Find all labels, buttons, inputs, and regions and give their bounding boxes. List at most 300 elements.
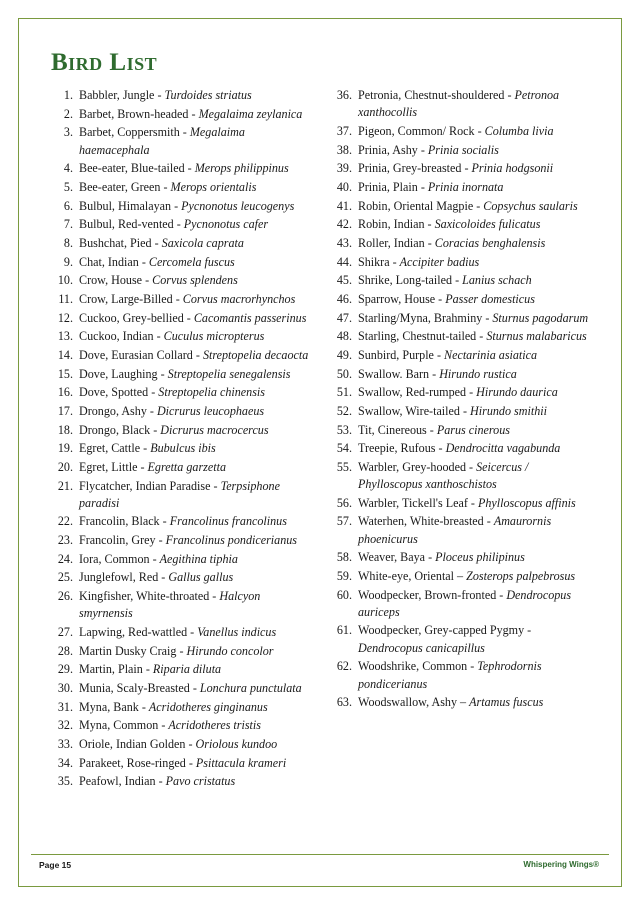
list-item — [51, 773, 314, 790]
list-item-entry — [358, 658, 593, 692]
bird-common-name: Munia, Scaly-Breasted — [79, 681, 190, 695]
bird-scientific-name: Gallus gallus — [168, 570, 234, 585]
list-item-number: 1. — [63, 88, 73, 102]
bird-common-name: Kingfisher, White-throated — [79, 589, 210, 604]
list-item-entry — [358, 384, 593, 401]
name-separator: - — [209, 589, 220, 604]
bird-common-name: Crow, Large-Billed — [79, 291, 173, 306]
bird-scientific-name: Pavo cristatus — [165, 774, 236, 789]
name-separator: - — [142, 662, 153, 677]
bird-common-name: Myna, Common — [79, 718, 159, 733]
name-separator: - — [154, 88, 165, 102]
bird-scientific-name: Bubulcus ibis — [150, 441, 216, 456]
bird-scientific-name: Streptopelia decaocta — [202, 347, 309, 362]
bird-common-name: Sunbird, Purple — [358, 347, 434, 362]
bird-scientific-name: Tephrodornis pondicerianus — [358, 659, 542, 691]
list-item-number: 53. — [336, 422, 352, 437]
list-item-number: 59. — [336, 568, 352, 583]
list-item — [51, 624, 314, 641]
document-page — [18, 18, 622, 887]
list-item — [330, 310, 593, 327]
name-separator: - — [138, 699, 149, 714]
bird-scientific-name: Turdoides striatus — [164, 88, 252, 102]
name-separator: - — [138, 254, 149, 269]
bird-scientific-name: Dicrurus leucophaeus — [156, 403, 265, 418]
list-item — [51, 384, 314, 401]
list-item-entry — [358, 123, 593, 140]
list-item-entry — [358, 160, 593, 177]
list-item-number: 5. — [63, 179, 73, 194]
list-item-entry — [358, 366, 593, 383]
bird-scientific-name: Megalaima haemacephala — [79, 125, 245, 157]
name-separator: - — [466, 459, 477, 474]
list-item — [330, 440, 593, 457]
list-item-entry — [79, 106, 314, 123]
list-item-number: 35. — [57, 774, 73, 789]
bird-scientific-name: Artamus fuscus — [469, 695, 544, 710]
bird-scientific-name: Copsychus saularis — [483, 198, 578, 213]
list-item — [51, 680, 314, 697]
list-item-entry — [358, 216, 593, 233]
list-item-number: 62. — [336, 659, 352, 674]
bird-scientific-name: Zosterops palpebrosus — [466, 568, 576, 583]
list-item-entry — [79, 347, 314, 364]
list-item-number: 54. — [336, 441, 352, 456]
list-item-number: 34. — [57, 755, 73, 770]
list-item — [330, 587, 593, 621]
name-separator: - — [459, 403, 471, 418]
bird-common-name: Barbet, Brown-headed — [79, 106, 189, 121]
name-separator: - — [504, 88, 515, 102]
list-item-number: 50. — [336, 366, 352, 381]
list-item — [51, 198, 314, 215]
list-item-number: 10. — [57, 273, 73, 288]
bird-common-name: Swallow. Barn — [358, 366, 430, 381]
name-separator: - — [148, 385, 159, 400]
bird-scientific-name: Francolinus pondicerianus — [165, 533, 297, 548]
name-separator: - — [155, 533, 166, 548]
list-item — [330, 513, 593, 547]
list-item-number: 6. — [63, 198, 73, 213]
list-item — [51, 440, 314, 457]
bird-scientific-name: Hirundo daurica — [476, 385, 558, 400]
bird-common-name: Dove, Laughing — [79, 366, 158, 381]
name-separator: - — [482, 310, 493, 325]
name-separator: - — [157, 366, 168, 381]
bird-scientific-name: Parus cinerous — [436, 422, 510, 437]
list-item-number: 15. — [57, 366, 73, 381]
column-right — [330, 87, 593, 792]
list-item-entry — [79, 254, 314, 271]
bird-scientific-name: Riparia diluta — [152, 662, 222, 677]
name-separator: - — [183, 310, 194, 325]
list-item — [51, 699, 314, 716]
bird-scientific-name: Dicrurus macrocercus — [160, 422, 269, 437]
page-inner-border — [25, 25, 615, 880]
list-item-entry — [79, 736, 314, 753]
list-item-entry — [358, 254, 593, 271]
name-separator: - — [171, 198, 182, 213]
list-item-number: 47. — [336, 310, 352, 325]
list-item — [330, 328, 593, 345]
footer-page-number: Page 15 — [39, 859, 72, 870]
list-item — [51, 235, 314, 252]
bird-common-name: Weaver, Baya — [358, 550, 426, 565]
list-item — [330, 254, 593, 271]
list-item-entry — [79, 310, 314, 327]
bird-scientific-name: Egretta garzetta — [147, 459, 227, 474]
list-item-number: 21. — [57, 478, 73, 493]
list-item-number: 24. — [57, 551, 73, 566]
bird-scientific-name: Sturnus malabaricus — [486, 329, 587, 344]
bird-common-name: Oriole, Indian Golden — [79, 737, 186, 752]
list-item — [330, 384, 593, 401]
list-item — [330, 549, 593, 566]
list-item — [51, 403, 314, 420]
list-item-number: 8. — [63, 235, 73, 250]
bird-common-name: Waterhen, White-breasted — [358, 514, 484, 529]
bird-scientific-name: Hirundo rustica — [439, 366, 517, 381]
list-item — [51, 347, 314, 364]
list-item-entry — [79, 459, 314, 476]
list-item-number: 44. — [336, 254, 352, 269]
list-item-entry — [358, 291, 593, 308]
bird-scientific-name: Merops philippinus — [194, 161, 289, 176]
list-item-number: 29. — [57, 662, 73, 677]
list-item-number: 12. — [57, 310, 73, 325]
name-separator: - — [179, 125, 190, 140]
name-separator: - — [461, 161, 472, 176]
bird-scientific-name: Acridotheres ginginanus — [148, 699, 268, 714]
list-item — [51, 661, 314, 678]
two-column-layout — [25, 87, 615, 792]
list-item-number: 60. — [336, 587, 352, 602]
list-item-number: 13. — [57, 329, 73, 344]
bird-common-name: Swallow, Wire-tailed — [358, 403, 460, 418]
list-item-entry — [79, 551, 314, 568]
list-item — [330, 179, 593, 196]
bird-scientific-name: Halcyon smyrnensis — [79, 589, 261, 621]
list-item-entry — [79, 440, 314, 457]
list-item-number: 58. — [336, 550, 352, 565]
bird-common-name: Dove, Spotted — [79, 385, 149, 400]
list-item-entry — [358, 272, 593, 289]
list-item — [51, 291, 314, 308]
bird-common-name: Drongo, Black — [79, 422, 151, 437]
list-item — [330, 347, 593, 364]
name-separator: – — [457, 695, 470, 710]
name-separator: - — [426, 422, 437, 437]
list-item-number: 22. — [57, 514, 73, 529]
list-item — [330, 694, 593, 711]
bird-scientific-name: Hirundo concolor — [186, 643, 274, 658]
bird-scientific-name: Corvus splendens — [152, 273, 238, 288]
list-item — [330, 291, 593, 308]
list-item-entry — [79, 179, 314, 196]
name-separator: - — [146, 403, 157, 418]
list-item-number: 46. — [336, 291, 352, 306]
bird-scientific-name: Corvus macrorhynchos — [182, 291, 296, 306]
list-item-number: 43. — [336, 235, 352, 250]
list-item-entry — [358, 622, 593, 656]
list-item-entry — [358, 235, 593, 252]
list-item — [330, 658, 593, 692]
list-item — [51, 328, 314, 345]
list-item-entry — [358, 440, 593, 457]
list-item-entry — [358, 587, 593, 621]
bird-common-name: Myna, Bank — [79, 699, 139, 714]
list-item-number: 36. — [336, 88, 352, 102]
list-item-number: 57. — [336, 514, 352, 529]
list-item-entry — [358, 513, 593, 547]
bird-common-name: Dove, Eurasian Collard — [79, 347, 193, 362]
name-separator: - — [176, 643, 187, 658]
bird-common-name: Petronia, Chestnut-shouldered — [358, 88, 505, 102]
list-item-number: 40. — [336, 179, 352, 194]
list-item — [51, 459, 314, 476]
page-title: Bird List — [51, 49, 158, 76]
bird-common-name: Robin, Oriental Magpie — [358, 198, 474, 213]
list-item — [330, 216, 593, 233]
bird-scientific-name: Hirundo smithii — [470, 403, 547, 418]
name-separator: - — [424, 235, 435, 250]
name-separator: - — [172, 291, 183, 306]
name-separator: - — [433, 347, 445, 362]
bird-common-name: Martin, Plain — [79, 662, 143, 677]
list-item-entry — [79, 624, 314, 641]
bird-common-name: Warbler, Grey-hooded — [358, 459, 467, 474]
list-item-number: 4. — [63, 161, 73, 176]
list-item-entry — [79, 366, 314, 383]
bird-common-name: Swallow, Red-rumped — [358, 385, 467, 400]
list-item — [51, 87, 314, 104]
list-item-number: 17. — [57, 403, 73, 418]
bird-scientific-name: Passer domesticus — [445, 291, 535, 306]
bird-common-name: Woodpecker, Brown-fronted — [358, 587, 497, 602]
list-item-entry — [79, 513, 314, 530]
list-item — [51, 106, 314, 123]
bird-scientific-name: Merops orientalis — [170, 179, 257, 194]
bird-scientific-name: Seicercus / Phylloscopus xanthoschistos — [358, 459, 529, 492]
bird-common-name: Tit, Cinereous — [358, 422, 427, 437]
list-item-entry — [358, 495, 593, 512]
bird-common-name: Bulbul, Red-vented — [79, 217, 174, 232]
name-separator: - — [483, 514, 494, 529]
bird-common-name: Bushchat, Pied — [79, 235, 152, 250]
list-item-number: 14. — [57, 347, 73, 362]
bird-common-name: Woodpecker, Grey-capped Pygmy — [358, 623, 525, 638]
list-item-entry — [79, 717, 314, 734]
list-item-entry — [79, 216, 314, 233]
name-separator: - — [140, 441, 151, 456]
name-separator: - — [452, 273, 463, 288]
name-separator: - — [158, 570, 169, 585]
list-item-number: 52. — [336, 403, 352, 418]
list-item — [330, 622, 593, 656]
list-item-entry — [358, 142, 593, 159]
list-item-entry — [358, 549, 593, 566]
bird-common-name: Egret, Cattle — [79, 441, 141, 456]
name-separator: - — [435, 441, 446, 456]
list-item-entry — [79, 680, 314, 697]
list-item — [51, 216, 314, 233]
name-separator: - — [153, 329, 164, 344]
list-item — [330, 272, 593, 289]
bird-common-name: Drongo, Ashy — [79, 403, 147, 418]
list-item-number: 23. — [57, 533, 73, 548]
list-item-number: 28. — [57, 643, 73, 658]
list-item — [330, 459, 593, 493]
bird-scientific-name: Petronoa xanthocollis — [358, 88, 560, 120]
bird-common-name: Treepie, Rufous — [358, 441, 436, 456]
list-item — [51, 717, 314, 734]
bird-common-name: Crow, House — [79, 273, 143, 288]
list-item-entry — [79, 272, 314, 289]
list-item-number: 41. — [336, 198, 352, 213]
name-separator: – — [454, 568, 467, 583]
bird-common-name: Bee-eater, Blue-tailed — [79, 161, 185, 176]
name-separator: - — [496, 587, 507, 602]
bird-common-name: Flycatcher, Indian Paradise — [79, 478, 211, 493]
bird-scientific-name: Sturnus pagodarum — [492, 310, 589, 325]
list-item — [51, 513, 314, 530]
list-item — [51, 643, 314, 660]
bird-scientific-name: Pycnonotus leucogenys — [181, 198, 295, 213]
list-item — [330, 198, 593, 215]
list-item — [330, 235, 593, 252]
bird-common-name: Robin, Indian — [358, 217, 425, 232]
name-separator: - — [192, 347, 203, 362]
list-item-number: 7. — [63, 217, 73, 232]
list-item-entry — [79, 569, 314, 586]
list-item-number: 56. — [336, 495, 352, 510]
bird-scientific-name: Dendrocopus canicapillus — [358, 640, 485, 655]
list-item — [330, 495, 593, 512]
list-item-entry — [358, 422, 593, 439]
list-item-number: 48. — [336, 329, 352, 344]
bird-scientific-name: Nectarinia asiatica — [444, 347, 538, 362]
name-separator: - — [142, 273, 153, 288]
list-item-number: 38. — [336, 142, 352, 157]
bird-common-name: Bee-eater, Green — [79, 179, 161, 194]
list-item — [330, 422, 593, 439]
name-separator: - — [149, 551, 160, 566]
bird-scientific-name: Prinia hodgsonii — [471, 161, 554, 176]
list-item — [51, 310, 314, 327]
list-item-entry — [358, 347, 593, 364]
bird-common-name: Junglefowl, Red — [79, 570, 159, 585]
bird-common-name: Shrike, Long-tailed — [358, 273, 453, 288]
list-item — [330, 123, 593, 140]
bird-common-name: Prinia, Plain — [358, 179, 418, 194]
name-separator: - — [467, 659, 478, 674]
name-separator: - — [524, 623, 532, 638]
bird-list-right — [330, 87, 593, 711]
bird-common-name: Bulbul, Himalayan — [79, 198, 172, 213]
list-item-entry — [79, 588, 314, 622]
bird-scientific-name: Phylloscopus affinis — [477, 495, 576, 510]
bird-common-name: Woodshrike, Common — [358, 659, 468, 674]
bird-common-name: Martin Dusky Craig — [79, 643, 177, 658]
name-separator: - — [417, 179, 428, 194]
list-item — [51, 160, 314, 177]
list-item-number: 61. — [336, 623, 352, 638]
list-item — [51, 124, 314, 158]
bird-scientific-name: Columba livia — [484, 123, 554, 138]
name-separator: - — [188, 106, 199, 121]
list-item-number: 63. — [336, 695, 352, 710]
bird-scientific-name: Cercomela fuscus — [148, 254, 235, 269]
name-separator: - — [150, 422, 161, 437]
name-separator: - — [476, 329, 487, 344]
name-separator: - — [187, 624, 198, 639]
list-item — [51, 422, 314, 439]
name-separator: - — [429, 366, 440, 381]
list-item-entry — [79, 384, 314, 401]
list-item-number: 27. — [57, 624, 73, 639]
list-item — [51, 551, 314, 568]
list-item — [330, 366, 593, 383]
list-item-number: 51. — [336, 385, 352, 400]
bird-common-name: Parakeet, Rose-ringed — [79, 755, 186, 770]
bird-scientific-name: Prinia socialis — [427, 142, 499, 157]
list-item — [330, 142, 593, 159]
bird-scientific-name: Oriolous kundoo — [195, 737, 278, 752]
list-item-entry — [79, 198, 314, 215]
list-item-entry — [358, 198, 593, 215]
bird-scientific-name: Cuculus micropterus — [163, 329, 265, 344]
list-item-entry — [79, 699, 314, 716]
list-item-entry — [79, 87, 314, 104]
name-separator: - — [185, 755, 196, 770]
list-item-number: 25. — [57, 570, 73, 585]
name-separator: - — [158, 718, 169, 733]
bird-common-name: Pigeon, Common/ Rock — [358, 123, 475, 138]
list-item-entry — [358, 694, 593, 711]
name-separator: - — [184, 161, 195, 176]
column-left — [51, 87, 314, 792]
list-item — [330, 568, 593, 585]
bird-common-name: Lapwing, Red-wattled — [79, 624, 188, 639]
name-separator: - — [425, 550, 436, 565]
list-item — [51, 272, 314, 289]
list-item — [51, 478, 314, 512]
list-item-entry — [358, 328, 593, 345]
list-item-entry — [358, 568, 593, 585]
bird-common-name: Roller, Indian — [358, 235, 425, 250]
list-item-entry — [79, 478, 314, 512]
list-item-entry — [358, 403, 593, 420]
bird-scientific-name: Prinia inornata — [427, 179, 504, 194]
name-separator: - — [160, 179, 171, 194]
name-separator: - — [417, 142, 428, 157]
list-item-entry — [79, 422, 314, 439]
list-item-entry — [79, 160, 314, 177]
name-separator: - — [173, 217, 184, 232]
name-separator: - — [159, 514, 170, 529]
name-separator: - — [424, 217, 435, 232]
list-item — [51, 588, 314, 622]
list-item-entry — [358, 87, 593, 121]
list-item — [330, 160, 593, 177]
list-item-entry — [358, 179, 593, 196]
list-item-entry — [79, 124, 314, 158]
bird-common-name: Egret, Little — [79, 459, 138, 474]
bird-scientific-name: Terpsiphone paradisi — [79, 478, 280, 510]
list-item — [51, 569, 314, 586]
list-item-number: 37. — [336, 123, 352, 138]
list-item-entry — [79, 661, 314, 678]
